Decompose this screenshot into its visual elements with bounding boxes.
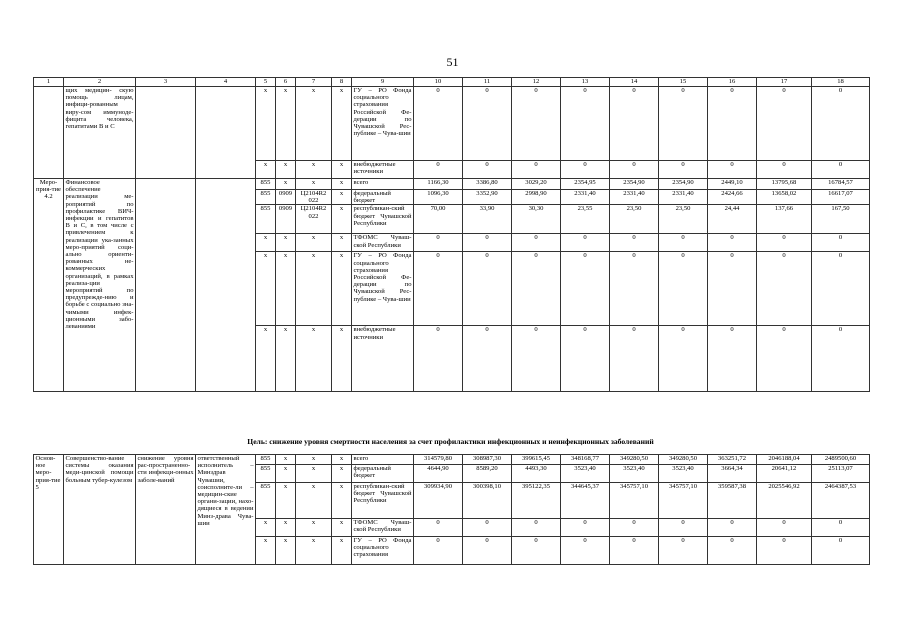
- cell-year-value: 399615,45: [512, 455, 561, 465]
- cell-section: x: [276, 87, 296, 161]
- cell-year-value: 2354,95: [561, 179, 610, 190]
- cell-year-value: 2998,90: [512, 190, 561, 205]
- cell-year-value: 0: [561, 326, 610, 392]
- cell-section: x: [276, 519, 296, 537]
- cell-year-value: 0: [659, 326, 708, 392]
- cell-grbs: x: [256, 161, 276, 179]
- cell-year-value: 0: [610, 326, 659, 392]
- cell-year-value: 0: [659, 537, 708, 565]
- cell-event-label: Основ-ное меро-прия-тие 5: [34, 455, 64, 565]
- cell-grbs: 855: [256, 483, 276, 519]
- cell-funding-source: ГУ – РО Фонда социального страхования Российской Фе-дерации по Чувашской Рес-публике – Чува-шии: [352, 87, 414, 161]
- column-number: 17: [757, 78, 812, 87]
- cell-year-value: 0: [812, 252, 870, 326]
- cell-empty: [136, 87, 196, 179]
- cell-year-value: 0: [610, 161, 659, 179]
- cell-empty: [196, 179, 256, 392]
- cell-year-value: 2331,40: [610, 190, 659, 205]
- cell-year-value: 2025546,92: [757, 483, 812, 519]
- cell-grbs: x: [256, 87, 276, 161]
- cell-grbs: 855: [256, 455, 276, 465]
- cell-target-article: x: [296, 234, 332, 252]
- cell-year-value: 13658,02: [757, 190, 812, 205]
- cell-year-value: 0: [512, 161, 561, 179]
- cell-section: x: [276, 326, 296, 392]
- cell-expense-type: x: [332, 537, 352, 565]
- column-number: 14: [610, 78, 659, 87]
- cell-year-value: 30,30: [512, 205, 561, 234]
- cell-year-value: 0: [463, 234, 512, 252]
- cell-expense-type: x: [332, 519, 352, 537]
- cell-year-value: 3523,40: [561, 465, 610, 483]
- cell-funding-source: ГУ – РО Фонда социального страхования: [352, 537, 414, 565]
- cell-year-value: 0: [414, 234, 463, 252]
- page-number: 51: [446, 55, 459, 69]
- cell-expense-type: x: [332, 179, 352, 190]
- cell-year-value: 24,44: [708, 205, 757, 234]
- column-number: 15: [659, 78, 708, 87]
- cell-funding-source: федеральный бюджет: [352, 465, 414, 483]
- cell-year-value: 0: [659, 234, 708, 252]
- cell-funding-source: внебюджетные источники: [352, 161, 414, 179]
- cell-year-value: 309934,90: [414, 483, 463, 519]
- cell-year-value: 0: [659, 519, 708, 537]
- cell-funding-source: ТФОМС Чуваш-ской Республики: [352, 519, 414, 537]
- cell-year-value: 3029,20: [512, 179, 561, 190]
- cell-target-article: x: [296, 455, 332, 465]
- cell-target-article: x: [296, 465, 332, 483]
- cell-year-value: 0: [708, 252, 757, 326]
- cell-target-article: Ц2104R2 022: [296, 190, 332, 205]
- cell-executor: ответственный исполнитель – Минздрав Чувашии, соисполните-ли – медицин-ские органи-зации, нахо-дящиеся в ведении Минз-драва Чува-шии: [196, 455, 256, 565]
- cell-year-value: 0: [757, 252, 812, 326]
- goal-heading: Цель: снижение уровня смертности населения за счет профилактики инфекционных и неинфекционных заболеваний: [247, 437, 654, 446]
- cell-target-article: x: [296, 326, 332, 392]
- cell-expense-type: x: [332, 205, 352, 234]
- cell-year-value: 3352,90: [463, 190, 512, 205]
- cell-year-value: 2489500,60: [812, 455, 870, 465]
- cell-year-value: 0: [561, 252, 610, 326]
- cell-year-value: 0: [561, 519, 610, 537]
- cell-expense-type: x: [332, 190, 352, 205]
- cell-year-value: 23,50: [610, 205, 659, 234]
- cell-year-value: 0: [512, 252, 561, 326]
- column-number: 1: [34, 78, 64, 87]
- table-row: [34, 179, 870, 190]
- cell-year-value: 0: [610, 234, 659, 252]
- cell-year-value: 1166,30: [414, 179, 463, 190]
- cell-year-value: 0: [561, 87, 610, 161]
- cell-target-article: x: [296, 87, 332, 161]
- cell-expense-type: x: [332, 465, 352, 483]
- cell-year-value: 0: [463, 326, 512, 392]
- cell-target-article: x: [296, 179, 332, 190]
- cell-year-value: 0: [812, 234, 870, 252]
- cell-year-value: 0: [512, 234, 561, 252]
- cell-empty: [34, 87, 64, 179]
- cell-year-value: 4493,30: [512, 465, 561, 483]
- cell-year-value: 137,66: [757, 205, 812, 234]
- cell-target-article: x: [296, 537, 332, 565]
- column-number: 16: [708, 78, 757, 87]
- cell-expense-type: x: [332, 252, 352, 326]
- cell-year-value: 3664,34: [708, 465, 757, 483]
- cell-year-value: 0: [812, 326, 870, 392]
- cell-year-value: 0: [512, 326, 561, 392]
- cell-year-value: 348168,77: [561, 455, 610, 465]
- cell-year-value: 349280,50: [610, 455, 659, 465]
- column-number-row: [34, 78, 870, 87]
- cell-section: 0909: [276, 205, 296, 234]
- cell-year-value: 33,90: [463, 205, 512, 234]
- column-number: 13: [561, 78, 610, 87]
- cell-expense-type: x: [332, 326, 352, 392]
- cell-year-value: 0: [463, 519, 512, 537]
- cell-year-value: 0: [757, 234, 812, 252]
- cell-year-value: 300398,10: [463, 483, 512, 519]
- table-row: [34, 87, 870, 161]
- cell-grbs: x: [256, 537, 276, 565]
- cell-year-value: 2464387,53: [812, 483, 870, 519]
- cell-year-value: 363251,72: [708, 455, 757, 465]
- cell-section: x: [276, 252, 296, 326]
- cell-year-value: 0: [708, 537, 757, 565]
- cell-target-article: x: [296, 252, 332, 326]
- cell-year-value: 0: [659, 87, 708, 161]
- cell-year-value: 8589,20: [463, 465, 512, 483]
- cell-year-value: 0: [512, 87, 561, 161]
- cell-target-indicator: снижение уровня рас-пространенно-сти инфекци-онных заболе-ваний: [136, 455, 196, 565]
- cell-year-value: 0: [757, 519, 812, 537]
- cell-target-article: x: [296, 483, 332, 519]
- cell-funding-source: всего: [352, 179, 414, 190]
- cell-year-value: 395122,35: [512, 483, 561, 519]
- column-number: 4: [196, 78, 256, 87]
- cell-year-value: 0: [708, 234, 757, 252]
- cell-year-value: 2046188,04: [757, 455, 812, 465]
- cell-year-value: 0: [812, 161, 870, 179]
- cell-year-value: 0: [708, 161, 757, 179]
- column-number: 9: [352, 78, 414, 87]
- cell-year-value: 0: [414, 519, 463, 537]
- cell-grbs: x: [256, 234, 276, 252]
- cell-year-value: 23,50: [659, 205, 708, 234]
- cell-funding-source: внебюджетные источники: [352, 326, 414, 392]
- cell-funding-source: республикан-ский бюджет Чувашской Республики: [352, 483, 414, 519]
- cell-year-value: 0: [463, 537, 512, 565]
- cell-year-value: 2424,66: [708, 190, 757, 205]
- cell-year-value: 2354,90: [659, 179, 708, 190]
- cell-measure-label: Меро-прия-тие 4.2: [34, 179, 64, 392]
- cell-target-article: Ц2104R2 022: [296, 205, 332, 234]
- cell-year-value: 0: [757, 87, 812, 161]
- cell-year-value: 0: [610, 537, 659, 565]
- cell-year-value: 0: [463, 87, 512, 161]
- cell-year-value: 2449,10: [708, 179, 757, 190]
- column-number: 3: [136, 78, 196, 87]
- cell-year-value: 0: [708, 519, 757, 537]
- cell-expense-type: x: [332, 87, 352, 161]
- cell-year-value: 13795,68: [757, 179, 812, 190]
- cell-expense-type: x: [332, 483, 352, 519]
- cell-year-value: 0: [708, 326, 757, 392]
- cell-grbs: 855: [256, 179, 276, 190]
- cell-year-value: 2331,40: [659, 190, 708, 205]
- cell-target-article: x: [296, 161, 332, 179]
- cell-expense-type: x: [332, 161, 352, 179]
- cell-funding-source: ТФОМС Чуваш-ской Республики: [352, 234, 414, 252]
- cell-year-value: 3386,80: [463, 179, 512, 190]
- column-number: 11: [463, 78, 512, 87]
- cell-section: x: [276, 455, 296, 465]
- cell-expense-type: x: [332, 455, 352, 465]
- cell-year-value: 2331,40: [561, 190, 610, 205]
- cell-measure-text: Финансовое обеспечение реализации ме-роприятий по профилактике ВИЧ-инфекции и гепатитов B и C, в том числе с привлечением к реализации ука-занных меро-приятий соци-ально ориенти-рованных не-коммерческих организаций, в рамках реализа-ции мероприятий по предупрежде-нию и борьбе с социально зна-чимыми инфек-ционными забо-леваниями: [64, 179, 136, 392]
- cell-year-value: 0: [757, 537, 812, 565]
- cell-year-value: 0: [512, 519, 561, 537]
- column-number: 6: [276, 78, 296, 87]
- column-number: 5: [256, 78, 276, 87]
- column-number: 7: [296, 78, 332, 87]
- cell-year-value: 0: [757, 326, 812, 392]
- cell-year-value: 16617,07: [812, 190, 870, 205]
- cell-year-value: 16784,57: [812, 179, 870, 190]
- table-row: [34, 455, 870, 465]
- column-number: 2: [64, 78, 136, 87]
- cell-funding-source: ГУ – РО Фонда социального страхования Российской Фе-дерации по Чувашской Рес-публике – Чува-шии: [352, 252, 414, 326]
- cell-year-value: 0: [463, 161, 512, 179]
- cell-year-value: 0: [414, 326, 463, 392]
- column-number: 18: [812, 78, 870, 87]
- cell-empty: [196, 87, 256, 179]
- cell-grbs: 855: [256, 190, 276, 205]
- cell-section: 0909: [276, 190, 296, 205]
- cell-section: x: [276, 234, 296, 252]
- cell-year-value: 70,00: [414, 205, 463, 234]
- cell-section: x: [276, 537, 296, 565]
- cell-year-value: 2354,90: [610, 179, 659, 190]
- cell-year-value: 0: [610, 519, 659, 537]
- cell-year-value: 0: [708, 87, 757, 161]
- cell-measure-continued: щих медицин- скую помощь лицам, инфици-рованным виру-сом иммунодe-фицита человека, гепатитами B и C: [64, 87, 136, 179]
- cell-year-value: 359587,38: [708, 483, 757, 519]
- cell-grbs: x: [256, 326, 276, 392]
- cell-grbs: x: [256, 519, 276, 537]
- cell-year-value: 0: [610, 252, 659, 326]
- cell-year-value: 0: [414, 87, 463, 161]
- cell-year-value: 0: [659, 252, 708, 326]
- column-number: 8: [332, 78, 352, 87]
- cell-year-value: 0: [561, 537, 610, 565]
- cell-year-value: 0: [757, 161, 812, 179]
- column-number: 10: [414, 78, 463, 87]
- cell-funding-source: всего: [352, 455, 414, 465]
- cell-year-value: 349280,50: [659, 455, 708, 465]
- cell-event-text: Совершенство-вание системы оказания меди-цинской помощи больным тубер-кулезом: [64, 455, 136, 565]
- cell-expense-type: x: [332, 234, 352, 252]
- cell-year-value: 0: [463, 252, 512, 326]
- cell-year-value: 345757,10: [659, 483, 708, 519]
- cell-section: x: [276, 179, 296, 190]
- cell-year-value: 1096,30: [414, 190, 463, 205]
- cell-section: x: [276, 483, 296, 519]
- cell-year-value: 0: [414, 537, 463, 565]
- cell-year-value: 0: [812, 87, 870, 161]
- cell-year-value: 0: [659, 161, 708, 179]
- cell-funding-source: федеральный бюджет: [352, 190, 414, 205]
- cell-grbs: x: [256, 252, 276, 326]
- cell-year-value: 0: [610, 87, 659, 161]
- column-number: 12: [512, 78, 561, 87]
- cell-year-value: 4644,90: [414, 465, 463, 483]
- cell-year-value: 0: [812, 537, 870, 565]
- cell-year-value: 345757,10: [610, 483, 659, 519]
- cell-year-value: 3523,40: [610, 465, 659, 483]
- budget-table-event-5: [33, 454, 870, 565]
- cell-year-value: 0: [812, 519, 870, 537]
- cell-grbs: 855: [256, 205, 276, 234]
- cell-year-value: 308987,30: [463, 455, 512, 465]
- cell-year-value: 0: [561, 161, 610, 179]
- cell-year-value: 314579,80: [414, 455, 463, 465]
- budget-table-measure-4-2: [33, 77, 870, 392]
- cell-year-value: 0: [414, 252, 463, 326]
- cell-grbs: 855: [256, 465, 276, 483]
- cell-section: x: [276, 465, 296, 483]
- cell-year-value: 25113,07: [812, 465, 870, 483]
- cell-year-value: 0: [414, 161, 463, 179]
- cell-year-value: 3523,40: [659, 465, 708, 483]
- cell-funding-source: республикан-ский бюджет Чувашской Республики: [352, 205, 414, 234]
- cell-year-value: 23,55: [561, 205, 610, 234]
- cell-target-article: x: [296, 519, 332, 537]
- cell-section: x: [276, 161, 296, 179]
- cell-year-value: 344645,37: [561, 483, 610, 519]
- cell-year-value: 0: [561, 234, 610, 252]
- cell-year-value: 20641,12: [757, 465, 812, 483]
- cell-year-value: 0: [512, 537, 561, 565]
- cell-empty: [136, 179, 196, 392]
- cell-year-value: 167,50: [812, 205, 870, 234]
